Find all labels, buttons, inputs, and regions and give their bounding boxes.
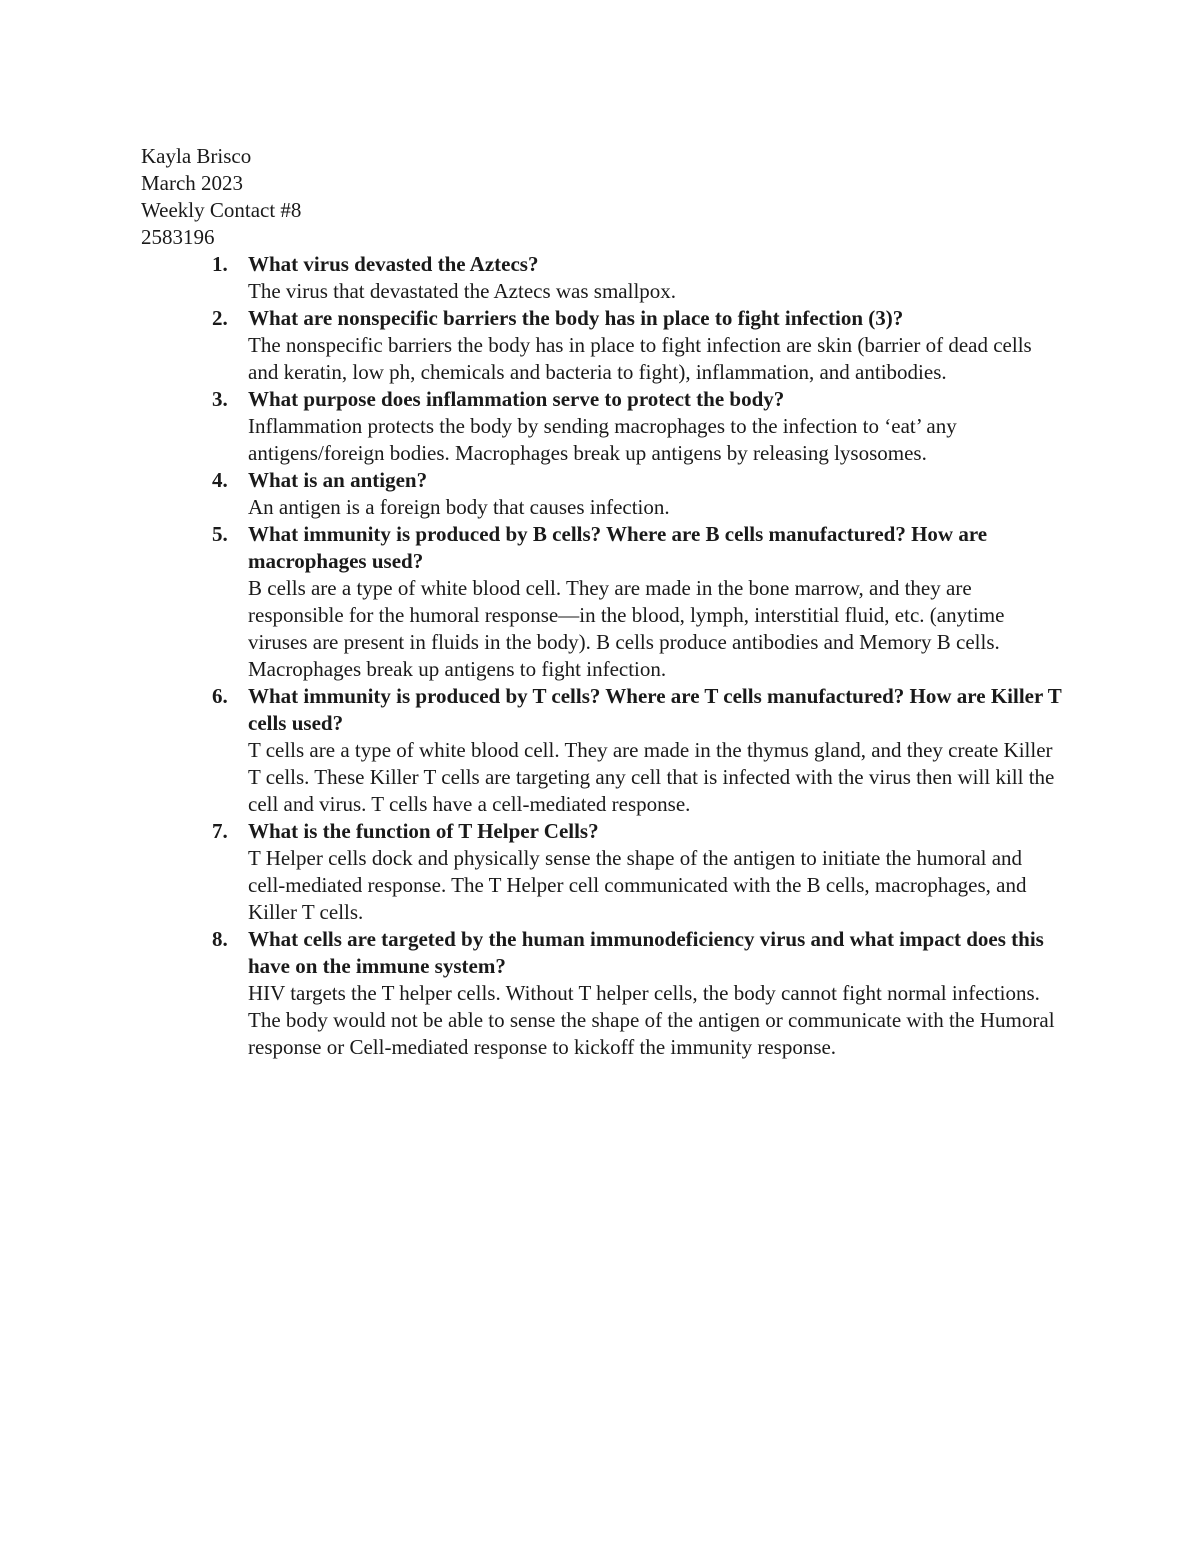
student-id: 2583196 [141, 225, 215, 249]
question-number: 2. [212, 306, 228, 330]
answer-text: T Helper cells dock and physically sense the shape of the antigen to initiate the humoral and cell-mediated response. The T Helper cell communicated with the B cells, macrophages, and Killer T cells. [248, 846, 1027, 924]
document-title: Weekly Contact #8 [141, 198, 302, 222]
question-text: What is an antigen? [248, 468, 428, 492]
answer-text: B cells are a type of white blood cell. They are made in the bone marrow, and they are responsible for the humoral response—in the blood, lymph, interstitial fluid, etc. (anytime viruses are present in fluids in the body). B cells produce antibodies and Memory B cells. Macrophages break up antigens to fight infection. [248, 576, 1005, 681]
answer-text: The virus that devastated the Aztecs was smallpox. [248, 279, 677, 303]
answer-text: The nonspecific barriers the body has in place to fight infection are skin (barrier of dead cells and keratin, low ph, chemicals and bacteria to fight), inflammation, and antibodies. [248, 333, 1032, 384]
question-number: 5. [212, 522, 228, 546]
question-item-7 [212, 818, 1062, 926]
document-date: March 2023 [141, 171, 244, 195]
question-list [212, 251, 1062, 1061]
question-item-1 [212, 251, 1062, 305]
question-number: 8. [212, 927, 228, 951]
question-number: 7. [212, 819, 228, 843]
answer-text: HIV targets the T helper cells. Without T helper cells, the body cannot fight normal infections. The body would not be able to sense the shape of the antigen or communicate with the Humoral response or Cell-mediated response to kickoff the immunity response. [248, 981, 1055, 1059]
question-number: 1. [212, 252, 228, 276]
question-item-2 [212, 305, 1062, 386]
question-text: What purpose does inflammation serve to protect the body? [248, 387, 785, 411]
question-text: What cells are targeted by the human immunodeficiency virus and what impact does this have on the immune system? [248, 927, 1044, 978]
document-header [141, 143, 301, 251]
question-text: What virus devasted the Aztecs? [248, 252, 539, 276]
question-text: What are nonspecific barriers the body has in place to fight infection (3)? [248, 306, 904, 330]
question-item-4 [212, 467, 1062, 521]
question-text: What immunity is produced by B cells? Where are B cells manufactured? How are macrophages used? [248, 522, 988, 573]
question-number: 6. [212, 684, 228, 708]
question-text: What immunity is produced by T cells? Where are T cells manufactured? How are Killer T cells used? [248, 684, 1062, 735]
question-item-8 [212, 926, 1062, 1061]
question-item-5 [212, 521, 1062, 683]
question-number: 3. [212, 387, 228, 411]
question-item-6 [212, 683, 1062, 818]
question-item-3 [212, 386, 1062, 467]
answer-text: T cells are a type of white blood cell. They are made in the thymus gland, and they create Killer T cells. These Killer T cells are targeting any cell that is infected with the virus then will kill the cell and virus. T cells have a cell-mediated response. [248, 738, 1055, 816]
question-number: 4. [212, 468, 228, 492]
answer-text: An antigen is a foreign body that causes infection. [248, 495, 670, 519]
author-name: Kayla Brisco [141, 144, 252, 168]
question-text: What is the function of T Helper Cells? [248, 819, 599, 843]
answer-text: Inflammation protects the body by sending macrophages to the infection to ‘eat’ any antigens/foreign bodies. Macrophages break up antigens by releasing lysosomes. [248, 414, 957, 465]
